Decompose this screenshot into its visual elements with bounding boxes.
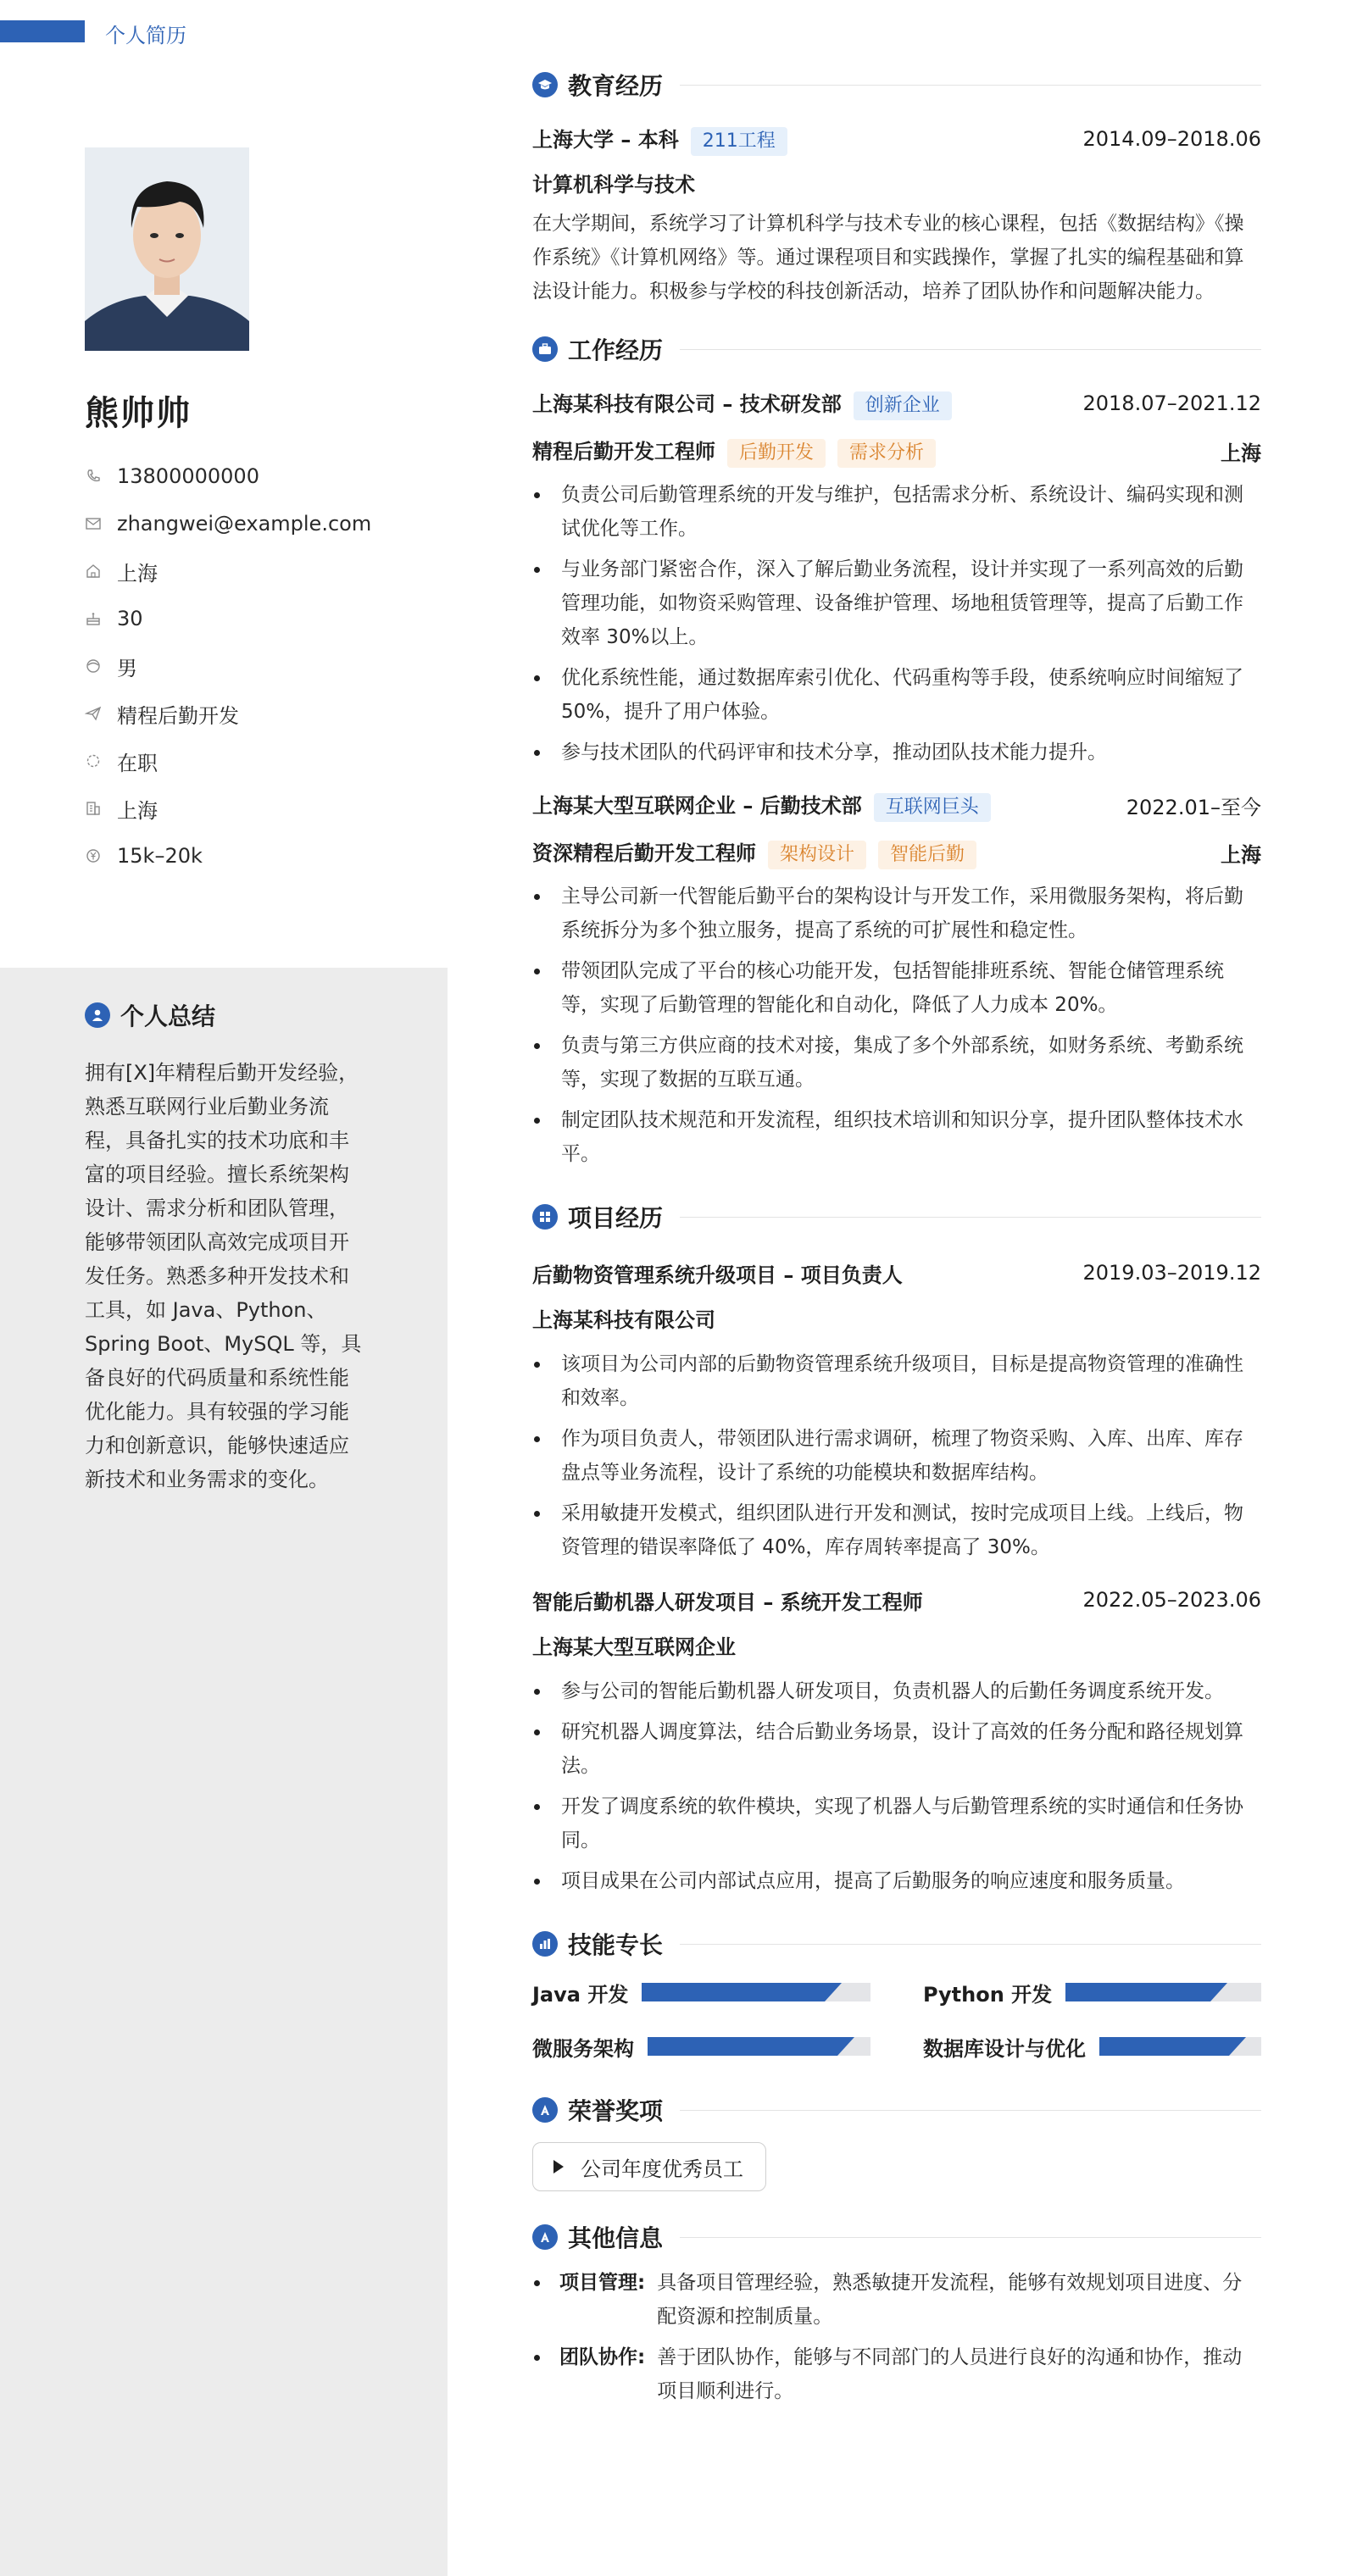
skill-item [532, 2029, 870, 2064]
job-position: 精程后勤开发工程师 [532, 439, 715, 464]
job-company: 上海某科技有限公司 – 技术研发部 [532, 391, 842, 416]
graduation-cap-icon [532, 72, 558, 97]
job-location: 上海 [1221, 842, 1261, 867]
info-phone-text: 13800000000 [117, 464, 259, 488]
skill-bar [642, 1983, 870, 2001]
job-company-tag: 创新企业 [854, 391, 952, 420]
play-icon [552, 2158, 565, 2175]
other-info-value: 具备项目管理经验，熟悉敏捷开发流程，能够有效规划项目进度、分配资源和控制质量。 [657, 2272, 1243, 2328]
honors-heading [532, 2090, 1261, 2130]
other-info-item [532, 2340, 1261, 2408]
education-major: 计算机科学与技术 [532, 173, 695, 197]
status-icon [85, 752, 102, 769]
info-row-work-city [85, 785, 424, 832]
job-skill-tag: 智能后勤 [878, 841, 976, 869]
skill-item [923, 1974, 1261, 2010]
skill-label: 微服务架构 [532, 2036, 634, 2061]
job-position: 资深精程后勤开发工程师 [532, 841, 756, 865]
job-date: 2022.01–至今 [1126, 795, 1261, 819]
job-skill-tag: 架构设计 [768, 841, 866, 869]
info-status-text: 在职 [117, 751, 158, 775]
info-row-phone [85, 452, 424, 500]
bar-chart-icon [532, 1931, 558, 1957]
briefcase-icon [532, 336, 558, 362]
skill-item [532, 1974, 870, 2010]
section-divider [680, 2237, 1261, 2238]
info-work-city-text: 上海 [117, 798, 158, 823]
info-row-email [85, 500, 424, 547]
work-heading [532, 329, 1261, 369]
project-date: 2022.05–2023.06 [1082, 1588, 1261, 1612]
job-bullet: 优化系统性能，通过数据库索引优化、代码重构等手段，使系统响应时间缩短了 50%，提升了用户体验。 [532, 661, 1261, 729]
project-header [532, 1249, 1261, 1296]
other-info-item [532, 2266, 1261, 2334]
award-icon [532, 2097, 558, 2123]
info-email-text: zhangwei@example.com [117, 512, 372, 536]
job-company-tag: 互联网巨头 [874, 793, 991, 822]
project-bullet: 开发了调度系统的软件模块，实现了机器人与后勤管理系统的实时通信和任务协同。 [532, 1790, 1261, 1857]
project-name: 后勤物资管理系统升级项目 – 项目负责人 [532, 1263, 903, 1287]
education-entry-header [532, 115, 1261, 163]
profile-name: 熊帅帅 [85, 394, 192, 433]
skill-bar-fill [648, 2037, 837, 2056]
job-bullets [532, 478, 1261, 769]
info-row-salary [85, 832, 424, 880]
header-label: 个人简历 [105, 24, 186, 47]
education-heading [532, 64, 1261, 105]
job-skill-tag: 需求分析 [837, 439, 936, 468]
section-divider [680, 85, 1261, 86]
skill-bar-fill [1065, 1983, 1210, 2001]
job-skill-tag: 后勤开发 [727, 439, 826, 468]
project-bullet: 参与公司的智能后勤机器人研发项目，负责机器人的后勤任务调度系统开发。 [532, 1674, 1261, 1708]
info-age-text: 30 [117, 607, 143, 630]
other-info-value: 善于团队协作，能够与不同部门的人员进行良好的沟通和协作，推动项目顺利进行。 [657, 2346, 1243, 2402]
other-info-key: 项目管理: [559, 2272, 646, 2294]
job-bullet: 带领团队完成了平台的核心功能开发，包括智能排班系统、智能仓储管理系统等，实现了后勤管理的智能化和自动化，降低了人力成本 20%。 [532, 954, 1261, 1022]
job-bullet: 主导公司新一代智能后勤平台的架构设计与开发工作，采用微服务架构，将后勤系统拆分为多个独立服务，提高了系统的可扩展性和稳定性。 [532, 880, 1261, 947]
other-heading [532, 2217, 1261, 2257]
summary-text: 拥有[X]年精程后勤开发经验，熟悉互联网行业后勤业务流程，具备扎实的技术功底和丰富的项目经验。擅长系统架构设计、需求分析和团队管理，能够带领团队高效完成项目开发任务。熟悉多种开发技术和工具，如 Java、Python、Spring Boot、MySQL 等，具备良好的代码质量和系统性能优化能力。具有较强的学习能力和创新意识，能够快速适应新技术和业务需求的变化。 [85, 1061, 362, 1491]
skill-item [923, 2029, 1261, 2064]
job-bullet: 负责公司后勤管理系统的开发与维护，包括需求分析、系统设计、编码实现和测试优化等工作。 [532, 478, 1261, 546]
project-org: 上海某科技有限公司 [532, 1308, 715, 1332]
job-bullets [532, 880, 1261, 1171]
job-bullet: 负责与第三方供应商的技术对接，集成了多个外部系统，如财务系统、考勤系统等，实现了数据的互联互通。 [532, 1029, 1261, 1096]
job-bullet: 参与技术团队的代码评审和技术分享，推动团队技术能力提升。 [532, 736, 1261, 769]
info-row-city [85, 547, 424, 595]
job-header [532, 781, 1261, 829]
skill-bar [1065, 1983, 1261, 2001]
project-bullet: 采用敏捷开发模式，组织团队进行开发和测试，按时完成项目上线。上线后，物资管理的错误率降低了 40%，库存周转率提高了 30%。 [532, 1496, 1261, 1564]
send-icon [85, 705, 102, 722]
education-description: 在大学期间，系统学习了计算机科学与技术专业的核心课程，包括《数据结构》《操作系统》《计算机网络》等。通过课程项目和实践操作，掌握了扎实的编程基础和算法设计能力。积极参与学校的科技创新活动，培养了团队协作和问题解决能力。 [532, 213, 1244, 303]
education-tag: 211工程 [691, 127, 787, 156]
contact-info-list [85, 452, 424, 880]
job-subheader [532, 427, 1261, 475]
project-name: 智能后勤机器人研发项目 – 系统开发工程师 [532, 1590, 923, 1614]
skill-bar-fill [1099, 2037, 1229, 2056]
building-icon [85, 800, 102, 817]
info-icon [532, 2224, 558, 2250]
other-info-key: 团队协作: [559, 2346, 646, 2368]
honors-title: 荣誉奖项 [568, 2097, 664, 2125]
project-bullet: 项目成果在公司内部试点应用，提高了后勤服务的响应速度和服务质量。 [532, 1864, 1261, 1898]
section-divider [680, 349, 1261, 350]
job-date: 2018.07–2021.12 [1082, 391, 1261, 415]
project-bullets [532, 1347, 1261, 1564]
education-school: 上海大学 – 本科 [532, 127, 679, 152]
education-title: 教育经历 [568, 72, 664, 100]
avatar-portrait [85, 147, 249, 351]
project-bullets [532, 1674, 1261, 1898]
projects-heading [532, 1196, 1261, 1237]
mail-icon [85, 515, 102, 532]
skills-grid [532, 1974, 1261, 2064]
section-divider [680, 2110, 1261, 2111]
job-bullet: 制定团队技术规范和开发流程，组织技术培训和知识分享，提升团队整体技术水平。 [532, 1103, 1261, 1171]
header-accent-bar [0, 20, 85, 42]
project-entry [532, 1249, 1261, 1564]
skills-heading [532, 1924, 1261, 1964]
info-target-job-text: 精程后勤开发 [117, 703, 239, 728]
gender-icon [85, 658, 102, 675]
skill-bar-fill [642, 1983, 825, 2001]
info-gender-text: 男 [117, 656, 137, 680]
summary-heading [85, 998, 364, 1032]
job-location: 上海 [1221, 441, 1261, 465]
phone-icon [85, 468, 102, 485]
project-org: 上海某大型互联网企业 [532, 1635, 736, 1659]
job-header [532, 380, 1261, 427]
info-row-target-job [85, 690, 424, 737]
section-divider [680, 1944, 1261, 1945]
other-title: 其他信息 [568, 2224, 664, 2252]
grid-icon [532, 1204, 558, 1230]
job-entry [532, 781, 1261, 1171]
project-bullet: 作为项目负责人，带领团队进行需求调研，梳理了物资采购、入库、出库、库存盘点等业务流程，设计了系统的功能模块和数据库结构。 [532, 1422, 1261, 1490]
main-column [532, 64, 1261, 2415]
user-icon [85, 1002, 110, 1028]
salary-icon [85, 847, 102, 864]
job-company: 上海某大型互联网企业 – 后勤技术部 [532, 793, 862, 818]
project-date: 2019.03–2019.12 [1082, 1261, 1261, 1285]
project-bullet: 研究机器人调度算法，结合后勤业务场景，设计了高效的任务分配和路径规划算法。 [532, 1715, 1261, 1783]
education-date: 2014.09–2018.06 [1082, 127, 1261, 151]
project-bullet: 该项目为公司内部的后勤物资管理系统升级项目，目标是提高物资管理的准确性和效率。 [532, 1347, 1261, 1415]
profile-photo [85, 147, 249, 351]
section-divider [680, 1217, 1261, 1218]
skill-bar [1099, 2037, 1261, 2056]
info-city-text: 上海 [117, 561, 158, 586]
award-item [532, 2142, 766, 2191]
info-row-age [85, 595, 424, 642]
job-bullet: 与业务部门紧密合作，深入了解后勤业务流程，设计并实现了一系列高效的后勤管理功能，如物资采购管理、设备维护管理、场地租赁管理等，提高了后勤工作效率 30%以上。 [532, 552, 1261, 654]
cake-icon [85, 610, 102, 627]
summary-title: 个人总结 [120, 1002, 216, 1030]
award-label: 公司年度优秀员工 [581, 2157, 743, 2181]
job-entry [532, 380, 1261, 769]
projects-title: 项目经历 [568, 1204, 664, 1232]
job-subheader [532, 829, 1261, 876]
skill-bar [648, 2037, 870, 2056]
skill-label: Python 开发 [923, 1982, 1053, 2007]
project-header [532, 1576, 1261, 1624]
other-info-list [532, 2266, 1261, 2408]
info-row-status [85, 737, 424, 785]
project-entry [532, 1576, 1261, 1898]
skills-title: 技能专长 [568, 1931, 664, 1959]
info-row-gender [85, 642, 424, 690]
skill-label: Java 开发 [532, 1982, 629, 2007]
home-icon [85, 563, 102, 580]
skill-label: 数据库设计与优化 [923, 2036, 1086, 2061]
work-title: 工作经历 [568, 336, 664, 364]
info-salary-text: 15k–20k [117, 844, 203, 868]
